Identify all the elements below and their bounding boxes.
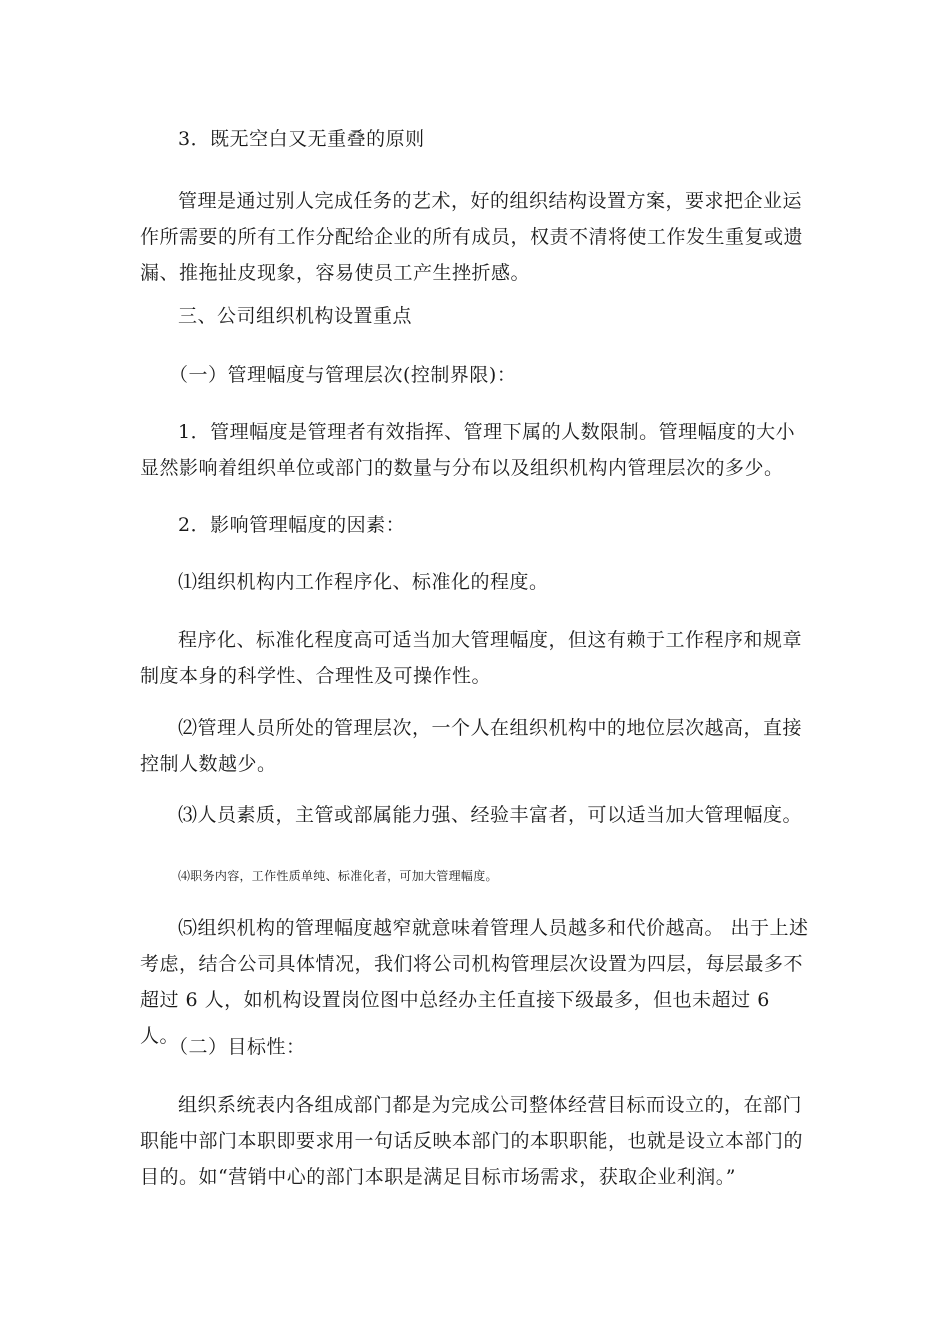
list-item-factor-1: ⑴组织机构内工作程序化、标准化的程度。 (178, 571, 549, 593)
heading-principle-3: 3．既无空白又无重叠的原则 (178, 128, 425, 150)
paragraph-span-definition: 1．管理幅度是管理者有效指挥、管理下属的人数限制。管理幅度的大小显然影响着组织单位或部门的数量与分布以及组织机构内管理层次的多少。 (140, 421, 796, 479)
list-item-factor-5: ⑸组织机构的管理幅度越窄就意味着管理人员越多和代价越高。 出于上述考虑，结合公司具体情况，我们将公司机构管理层次设置为四层，每层最多不超过 6 人，如机构设置岗位图中总经办主任直接下级最多，但也未超过 6 人。 (140, 917, 809, 1047)
heading-subsection-1: （一）管理幅度与管理层次(控制界限)： (169, 364, 517, 386)
heading-section-3: 三、公司组织机构设置重点 (178, 305, 413, 327)
heading-span-factors: 2．影响管理幅度的因素： (178, 514, 406, 536)
paragraph-management-art: 管理是通过别人完成任务的艺术，好的组织结构设置方案，要求把企业运作所需要的所有工作分配给企业的所有成员，权责不清将使工作发生重复或遗漏、推拖扯皮现象，容易使员工产生挫折感。 (140, 190, 804, 284)
paragraph-standardization: 程序化、标准化程度高可适当加大管理幅度，但这有赖于工作程序和规章制度本身的科学性、合理性及可操作性。 (140, 629, 803, 687)
list-item-factor-3: ⑶人员素质，主管或部属能力强、经验丰富者，可以适当加大管理幅度。 (178, 804, 803, 826)
paragraph-objectives: 组织系统表内各组成部门都是为完成公司整体经营目标而设立的，在部门职能中部门本职即要求用一句话反映本部门的本职职能，也就是设立本部门的目的。如“营销中心的部门本职是满足目标市场需求，获取企业利润。” (140, 1094, 804, 1188)
heading-subsection-2: （二）目标性： (169, 1036, 306, 1058)
list-item-factor-2: ⑵管理人员所处的管理层次，一个人在组织机构中的地位层次越高，直接控制人数越少。 (140, 717, 803, 775)
list-item-factor-4: ⑷职务内容，工作性质单纯、标准化者，可加大管理幅度。 (178, 869, 498, 883)
